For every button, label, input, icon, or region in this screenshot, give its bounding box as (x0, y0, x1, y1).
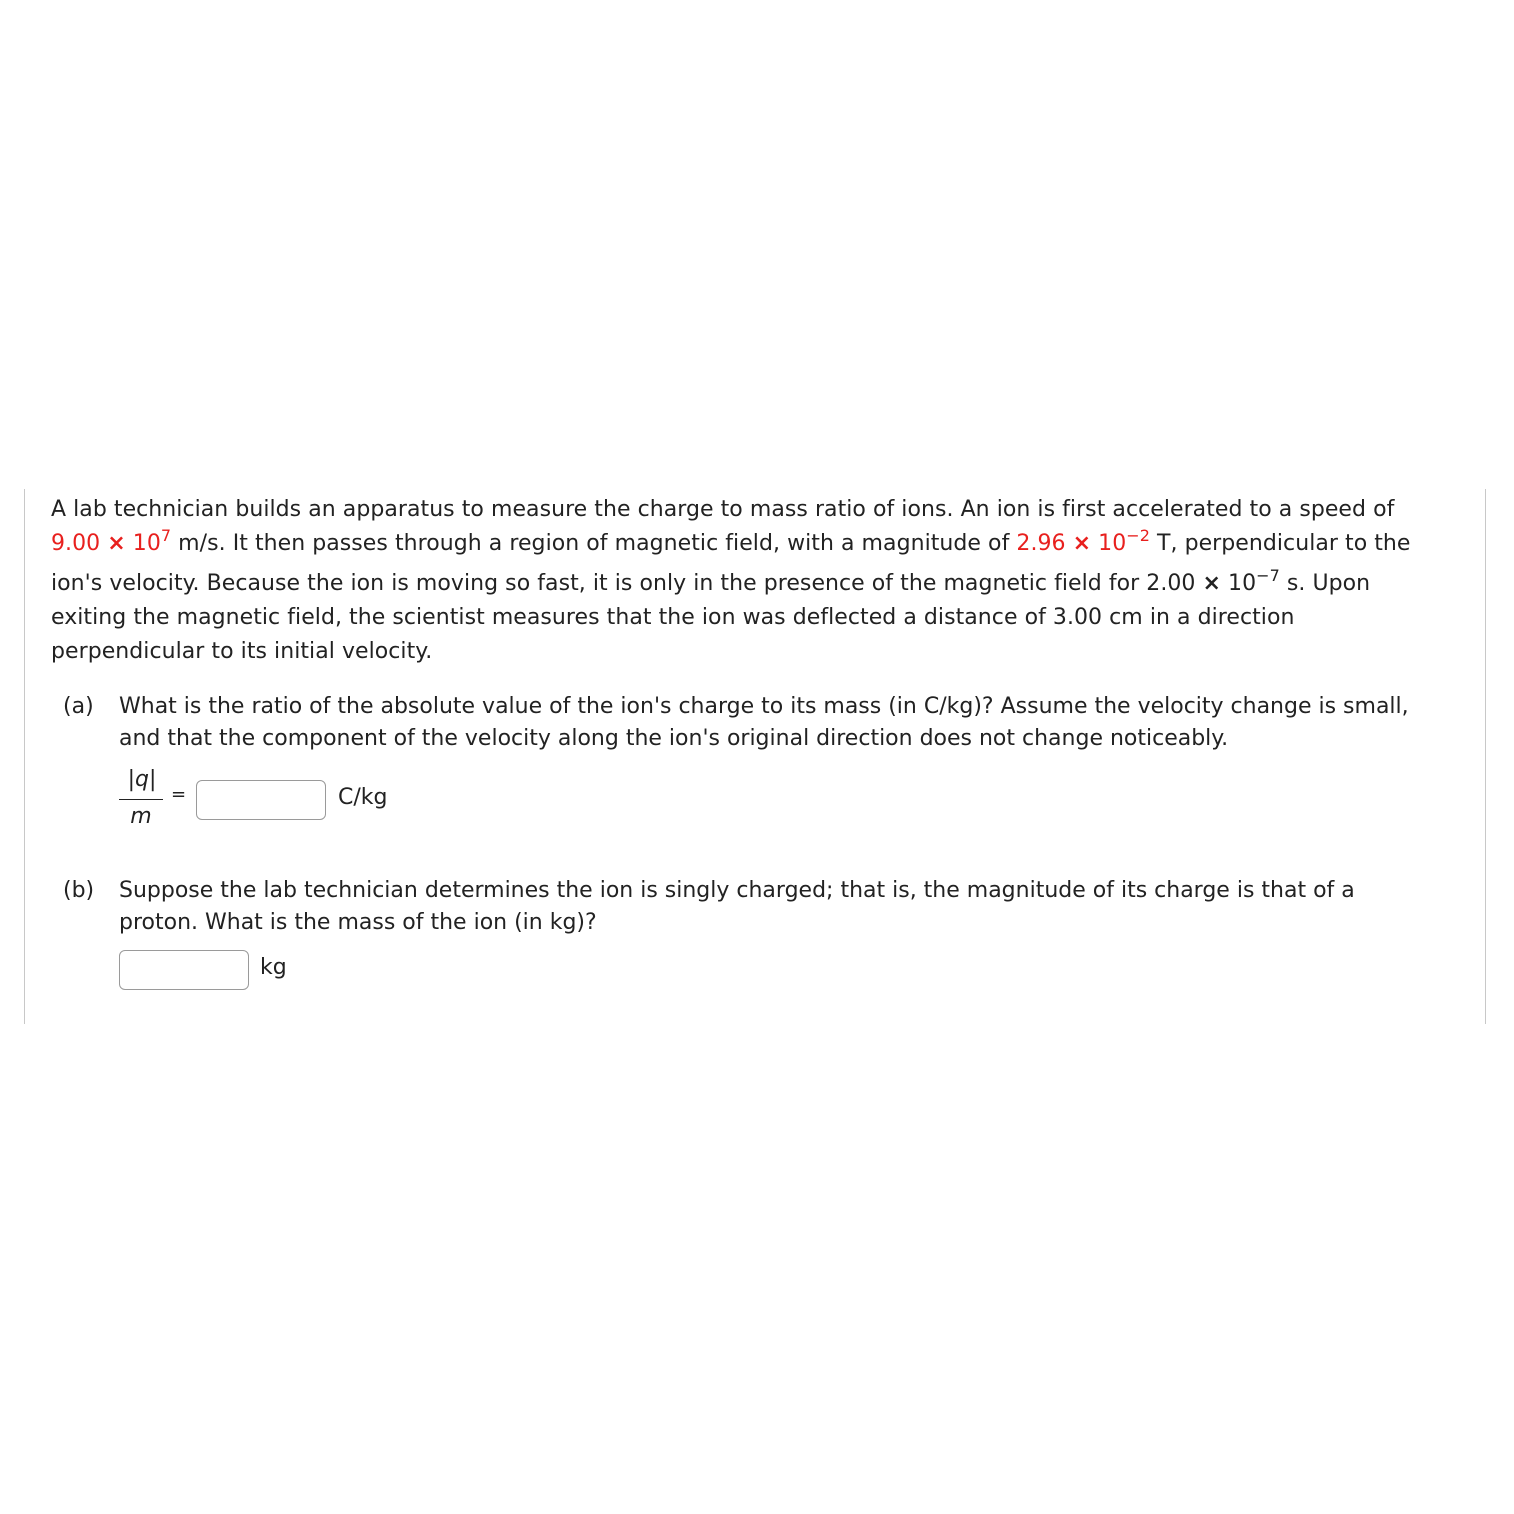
part-a-label: (a) (63, 694, 94, 719)
speed-value: $9.00 \times 10^7$ (51, 526, 172, 556)
part-b-text: Suppose the lab technician determines the ion is singly charged; that is, the magnitude of its charge is that of a proton. What is the mass of the ion (in kg)? (119, 878, 1355, 935)
fraction-denominator: m (130, 804, 152, 829)
unit-c-per-kg: C/kg (338, 785, 388, 810)
question-panel (24, 489, 1486, 1024)
part-a-text: What is the ratio of the absolute value of the ion's charge to its mass (in C/kg)? Assume the velocity change is small, and that the component of the velocity along the ion's original direction does not change noticeably. (119, 694, 1409, 751)
problem-statement (51, 493, 1461, 669)
problem-line-1: A lab technician builds an apparatus to measure the charge to mass ratio of ions. An ion is first accelerated to a speed of (51, 497, 1395, 522)
problem-line-2: $9.00 \times 10^7$ m/s. It then passes through a region of magnetic field, with a magnitude of $2.96 \times 10^{-2}$ T, perpendicular to the (51, 526, 1411, 556)
charge-mass-ratio-input[interactable] (196, 780, 326, 820)
equals-sign: = (171, 784, 187, 805)
part-b-label: (b) (63, 878, 95, 903)
problem-line-3: ion's velocity. Because the ion is moving so fast, it is only in the presence of the magnetic field for $2.00 \times 10^{-7}$ s. Upon (51, 566, 1371, 596)
unit-kg: kg (260, 955, 287, 980)
charge-mass-fraction (119, 766, 165, 834)
problem-line-5: perpendicular to its initial velocity. (51, 639, 433, 664)
problem-line-4: exiting the magnetic field, the scientist measures that the ion was deflected a distance of 3.00 cm in a direction (51, 605, 1295, 630)
field-value: $2.96 \times 10^{-2}$ (1016, 526, 1150, 556)
fraction-bar (119, 799, 163, 800)
fraction-numerator: |q| (127, 767, 157, 792)
ion-mass-input[interactable] (119, 950, 249, 990)
